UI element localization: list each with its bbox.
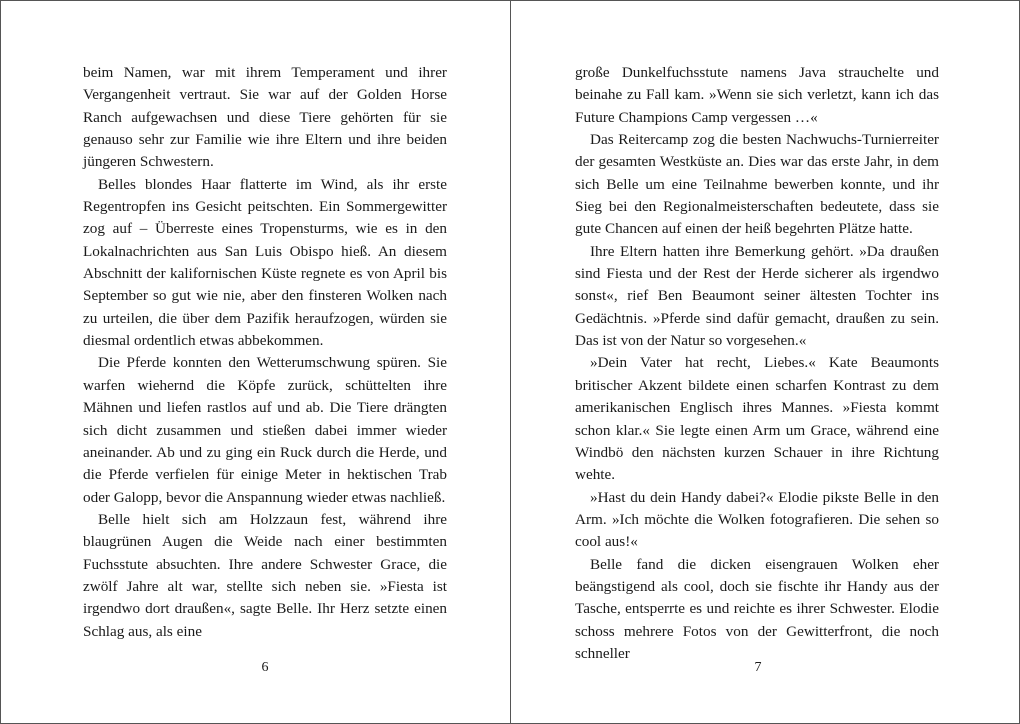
paragraph: Belle fand die dicken eisengrauen Wolken eher beängstigend als cool, doch sie fischte ihr Handy aus der Tasche, entsperrte es und reichte es ihrer Schwester. Elodie schoss mehrere Fotos von der Gewitterfront, die noch schneller (575, 555, 939, 662)
paragraph: »Dein Vater hat recht, Liebes.« Kate Beaumonts britischer Akzent bildete einen scharfen Kontrast zu dem amerikanischen Englisch ihres Mannes. »Fiesta kommt schon klar.« Sie legte einen Arm um Grace, während eine Windbö den nächsten kurzen Schauer in ihre Richtung wehte. (575, 354, 939, 484)
right-page-text (575, 62, 939, 665)
paragraph: »Hast du dein Handy dabei?« Elodie pikste Belle in den Arm. »Ich möchte die Wolken fotografieren. Die sehen so cool aus!« (575, 488, 939, 551)
page-number: 6 (261, 660, 269, 675)
paragraph: beim Namen, war mit ihrem Temperament und ihrer Vergangenheit vertraut. Sie war auf der Golden Horse Ranch aufgewachsen und diese Tiere gehörten für sie genauso sehr zur Familie wie ihre Eltern und ihre beiden jüngeren Schwestern. (83, 64, 447, 171)
paragraph: Belle hielt sich am Holzzaun fest, während ihre blaugrünen Augen die Weide nach einer bestimmten Fuchsstute absuchten. Ihre andere Schwester Grace, die zwölf Jahre alt war, stellte sich neben sie. »Fiesta ist irgendwo dort draußen«, sagte Belle. Ihr Herz setzte einen Schlag aus, als eine (83, 510, 447, 640)
paragraph: Belles blondes Haar flatterte im Wind, als ihr erste Regentropfen ins Gesicht peitschten. Ein Sommergewitter zog auf – Überreste eines Tropensturms, wie es in den Lokalnachrichten aus San Luis Obispo hieß. An diesem Abschnitt der kalifornischen Küste regnete es von April bis September so gut wie nie, aber den finsteren Wolken nach zu urteilen, die über dem Pazifik heraufzogen, würden sie diesmal ordentlich etwas abbekommen. (83, 175, 447, 350)
left-page-text (83, 62, 447, 643)
paragraph: Das Reitercamp zog die besten Nachwuchs-Turnierreiter der gesamten Westküste an. Dies war das erste Jahr, in dem sich Belle um eine Teilnahme bewerben konnte, und ihr Sieg bei den Regionalmeisterschaften bedeutete, dass sie gute Chancen auf einen der heiß begehrten Plätze hatte. (575, 131, 939, 238)
paragraph: Die Pferde konnten den Wetterumschwung spüren. Sie warfen wiehernd die Köpfe zurück, schüttelten ihre Mähnen und liefen rastlos auf und ab. Die Tiere drängten sich dicht zusammen und stießen dabei immer wieder aneinander. Ab und zu ging ein Ruck durch die Herde, und die Pferde verfielen für einige Meter in hektischen Trab oder Galopp, bevor die Anspannung wieder etwas nachließ. (83, 354, 447, 506)
page-divider (510, 1, 511, 723)
page-number: 7 (754, 660, 762, 675)
paragraph: Ihre Eltern hatten ihre Bemerkung gehört. »Da draußen sind Fiesta und der Rest der Herde sicherer als irgendwo sonst«, rief Ben Beaumont seiner ältesten Tochter ins Gedächtnis. »Pferde sind dafür gemacht, draußen zu sein. Das ist von der Natur so vorgesehen.« (575, 242, 939, 350)
paragraph: große Dunkelfuchsstute namens Java strauchelte und beinahe zu Fall kam. »Wenn sie sich verletzt, kann ich das Future Champions Camp vergessen …« (575, 64, 939, 126)
